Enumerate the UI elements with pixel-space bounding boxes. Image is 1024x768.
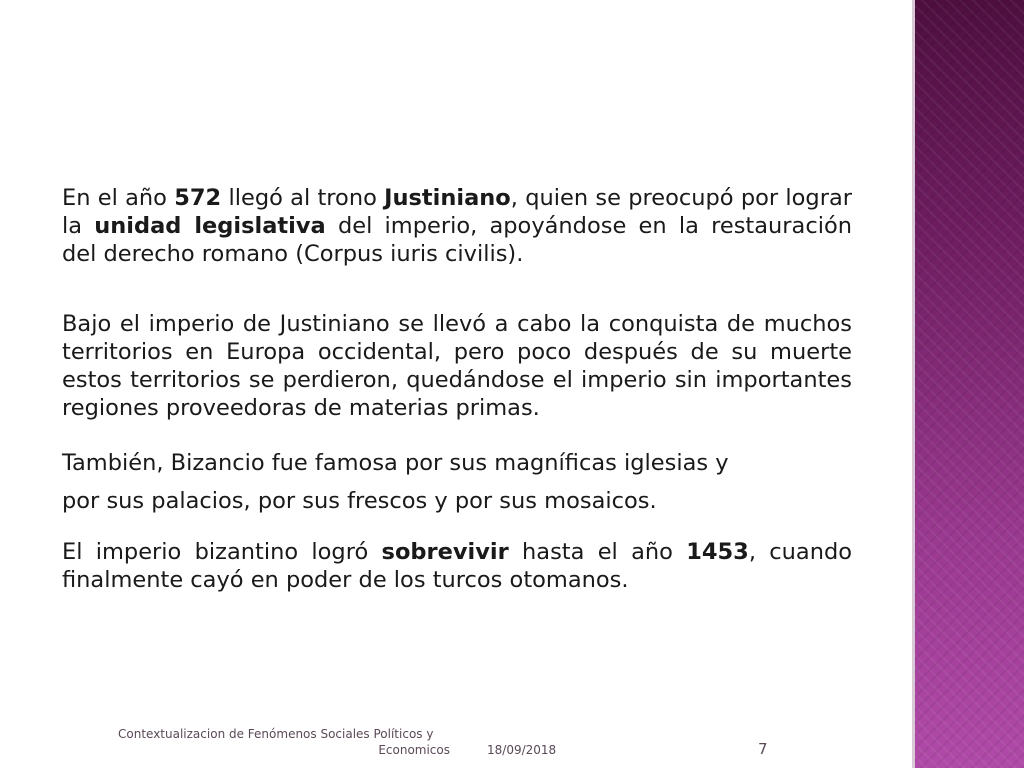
p4-text-c: , cuando finalmente cayó en poder de los turcos otomanos. <box>62 539 853 593</box>
decorative-side-band <box>912 0 1024 768</box>
p1-text-a: En el año <box>62 185 175 211</box>
p1-text-d: del imperio, apoyándose en la restauración del derecho romano (Corpus iuris civilis). <box>62 213 852 267</box>
footer-title <box>110 726 470 758</box>
paragraph-survival <box>62 538 852 594</box>
paragraph-bizancio <box>62 444 852 520</box>
slide-content <box>62 184 852 594</box>
p4-year: 1453 <box>686 539 749 565</box>
p1-text-c: , quien se preocupó por lograr la <box>62 185 852 239</box>
p1-name: Justiniano <box>384 185 511 211</box>
p3-line-2: por sus palacios, por sus frescos y por sus mosaicos. <box>62 488 657 514</box>
footer-date: 18/09/2018 <box>487 743 557 757</box>
slide-number: 7 <box>758 740 768 758</box>
p1-unity: unidad legislativa <box>94 213 326 239</box>
paragraph-justiniano <box>62 184 852 268</box>
p1-year: 572 <box>174 185 222 211</box>
footer-title-line-2: Economicos <box>378 743 450 757</box>
p4-text-a: El imperio bizantino logró <box>62 539 382 565</box>
p4-survive: sobrevivir <box>381 539 509 565</box>
p4-text-b: hasta el año <box>508 539 687 565</box>
p1-text-b: llegó al trono <box>221 185 385 211</box>
paragraph-conquest: Bajo el imperio de Justiniano se llevó a cabo la conquista de muchos territorios en Europa occidental, pero poco después de su muerte estos territorios se perdieron, quedándose el imperio sin importantes regiones proveedoras de materias primas. <box>62 311 852 421</box>
footer-title-line-1: Contextualizacion de Fenómenos Sociales Políticos y <box>118 727 434 741</box>
p3-line-1: También, Bizancio fue famosa por sus magníficas iglesias y <box>62 450 729 476</box>
